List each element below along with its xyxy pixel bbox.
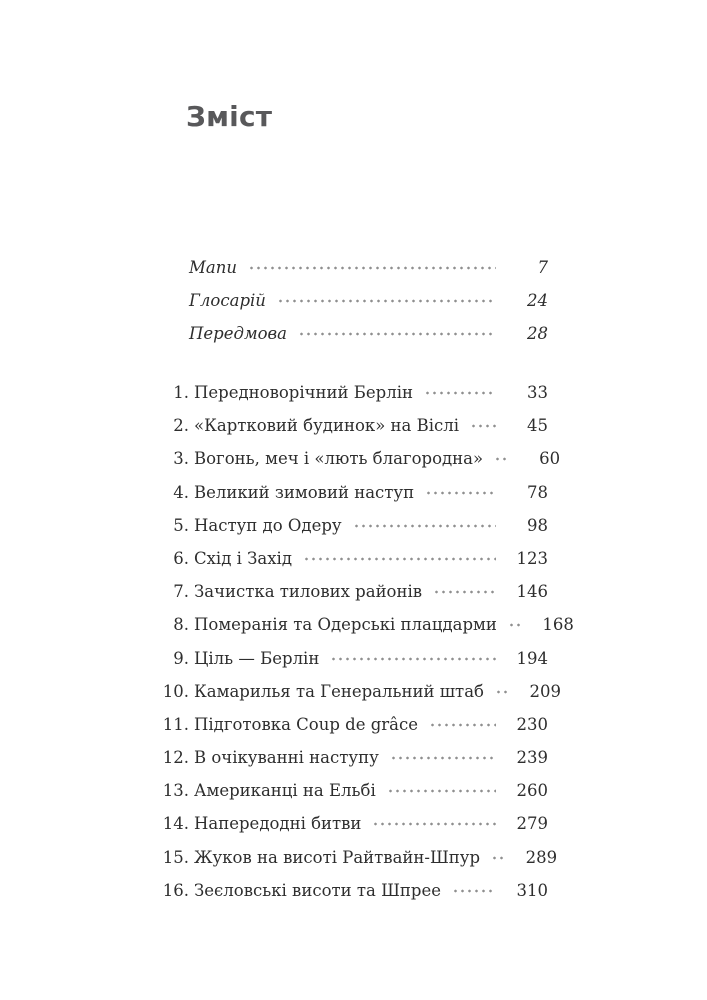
page-number: 60 [539, 449, 561, 469]
toc-entry [155, 449, 561, 482]
dot-leader [330, 656, 496, 664]
front-matter-list [155, 258, 548, 358]
page-number: 168 [542, 615, 574, 635]
entry-title: Глосарій [189, 291, 266, 311]
dot-leader [248, 265, 496, 273]
entry-number: 15. [162, 847, 189, 867]
entry-number: 5. [173, 515, 189, 535]
toc-entry [155, 383, 548, 416]
page-number: 33 [527, 383, 548, 402]
dot-leader [429, 722, 496, 730]
entry-number: 3. [173, 449, 189, 469]
page-number: 146 [516, 582, 548, 602]
toc-entry [155, 324, 548, 357]
entry-title: Напередодні битви [194, 814, 362, 834]
page-number: 7 [537, 258, 548, 277]
entry-number: 12. [162, 748, 189, 768]
dot-leader [470, 423, 496, 431]
toc-entry [155, 748, 548, 781]
toc-entry [155, 483, 548, 516]
entry-title: Великий зимовий наступ [194, 482, 415, 502]
entry-number: 1. [173, 383, 189, 402]
page-number: 279 [516, 814, 548, 834]
entry-number: 7. [173, 582, 189, 602]
page-number: 209 [529, 681, 561, 701]
dot-leader [425, 490, 496, 498]
toc-entry [155, 649, 548, 682]
toc-entry [155, 715, 548, 748]
entry-title: Жуков на висоті Райтвайн-Шпур [194, 847, 481, 867]
page-title: Зміст [186, 99, 273, 133]
toc-entry [155, 516, 548, 549]
entry-number: 14. [162, 814, 189, 834]
toc-entry [155, 881, 548, 914]
page-number: 239 [516, 748, 548, 768]
entry-number: 6. [173, 548, 189, 568]
dot-leader [495, 689, 509, 697]
entry-title: Померанія та Одерські плацдарми [194, 615, 497, 635]
chapter-list [155, 383, 574, 914]
toc-entry [155, 814, 548, 847]
toc-entry [155, 847, 558, 881]
page-number: 194 [516, 648, 548, 668]
page-number: 260 [516, 781, 548, 801]
entry-title: Передмова [189, 324, 287, 344]
entry-number: 13. [162, 781, 189, 801]
entry-title: Підготовка Coup de grâce [194, 714, 419, 734]
entry-title: Схід і Захід [194, 548, 292, 568]
dot-leader [390, 755, 496, 763]
dot-leader [303, 556, 496, 564]
entry-title: Мапи [189, 258, 237, 277]
toc-entry [155, 416, 548, 449]
entry-number: 2. [173, 416, 189, 436]
dot-leader [387, 788, 496, 796]
entry-number: 9. [173, 648, 189, 668]
toc-entry [155, 781, 548, 814]
entry-title: Вогонь, меч і «лють благородна» [194, 449, 484, 469]
dot-leader [494, 456, 508, 464]
entry-number: 4. [173, 482, 189, 502]
toc-entry [155, 681, 561, 715]
page-number: 28 [527, 324, 548, 344]
entry-title: «Картковий будинок» на Віслі [194, 416, 460, 436]
page-number: 289 [525, 847, 558, 867]
entry-title: Зачистка тилових районів [194, 582, 423, 602]
page-number: 24 [527, 291, 548, 311]
entry-title: Передноворічний Берлін [194, 383, 413, 402]
entry-number: 8. [173, 615, 189, 635]
toc-entry [155, 549, 548, 582]
toc-entry [155, 582, 548, 615]
dot-leader [353, 523, 496, 531]
dot-leader [433, 589, 496, 597]
entry-number: 11. [162, 714, 189, 734]
entry-title: Наступ до Одеру [194, 515, 342, 535]
entry-title: Ціль — Берлін [194, 648, 320, 668]
entry-title: Зеєловські висоти та Шпрее [194, 880, 442, 900]
page-number: 98 [527, 515, 548, 535]
toc-entry [155, 258, 548, 291]
toc-entry [155, 291, 548, 324]
page-number: 45 [527, 416, 548, 436]
entry-title: Камарилья та Генеральний штаб [194, 681, 484, 701]
dot-leader [372, 821, 496, 829]
dot-leader [491, 855, 505, 863]
entry-title: Американці на Ельбі [194, 781, 376, 801]
page-number: 78 [527, 482, 548, 502]
dot-leader [508, 622, 522, 630]
dot-leader [452, 888, 496, 896]
entry-number: 16. [162, 880, 189, 900]
dot-leader [277, 298, 496, 306]
dot-leader [298, 331, 496, 339]
page-number: 310 [516, 880, 548, 900]
page-number: 123 [516, 548, 548, 568]
page-number: 230 [516, 714, 548, 734]
entry-number: 10. [162, 681, 189, 701]
entry-title: В очікуванні наступу [194, 748, 379, 768]
dot-leader [424, 390, 496, 398]
toc-entry [155, 615, 574, 648]
